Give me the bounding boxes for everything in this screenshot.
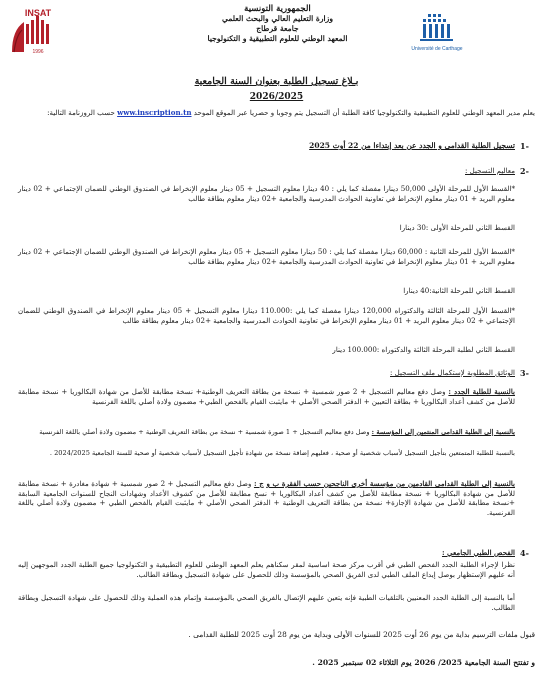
svg-text:1996: 1996 — [32, 49, 44, 55]
header-line-1: الجمهورية التونسية — [244, 4, 311, 14]
fee-second-cycle-second-installment: القسط الثاني للمرحلة الثانية:40 دينارا — [403, 286, 515, 295]
university-logo-text: Université de Carthage — [411, 46, 463, 52]
intro-paragraph — [20, 108, 535, 118]
section-1-number: 1- — [520, 141, 529, 151]
enrollment-dates: قبول ملفات الترسيم بداية من يوم 26 أوت 2025 للسنوات الأولى وبداية من يوم 28 أوت 2025 للطلبة القدامى . — [188, 630, 535, 639]
intro-text: يعلم مدير المعهد الوطني للعلوم التطبيقية والتكنولوجيا كافة الطلبة أن التسجيل يتم وجوبا و حصريا عبر الموقع الموحد — [193, 108, 535, 117]
section-3-heading: الوثائق المطلوبة لإستكمال ملف التسجيل : — [390, 368, 515, 377]
inscription-link[interactable]: www.inscription.tn — [117, 108, 192, 117]
header-line-4: المعهد الوطني للعلوم التطبيقية و التكنولوجيا — [207, 34, 348, 43]
docs-returning-students — [18, 428, 515, 437]
fee-third-cycle-second-installment: القسط الثاني لطلبة المرحلة الثالثة والدكتوراه :100.000 دينار — [332, 345, 515, 354]
university-logo — [410, 10, 465, 58]
section-2-heading: معاليم التسجيل : — [465, 166, 515, 175]
section-3-number: 3- — [520, 368, 529, 378]
docs-deferred-students: بالنسبة للطلبة المتمتعين بتأجيل التسجيل لأسباب شخصية أو صحية ، فعليهم إضافة نسخة من شهادة تأجيل التسجيل لأسباب شخصية أو صحية للسنة الجامعية 2024/2025 . — [49, 449, 515, 457]
section-4-heading: الفحص الطبي الجامعي : — [441, 548, 515, 557]
docs-new-students-text: وصل دفع معاليم التسجيل + 2 صور شمسية + نسخة من بطاقة التعريف الوطنية+ نسخة مطابقة للأصل من شهادة البكالوريا + نسخة مطابقة للأصل من كشف أعداد البكالوريا + بطاقة التعيين + الدفتر الصحي الأصلي + مايثبت القيام بالفحص الطبي+ مضمون ولادة أصلي باللغة الفرنسية — [18, 387, 515, 406]
docs-transfer-students — [18, 479, 515, 517]
docs-returning-students-title: بالنسبة إلى الطلبة القدامى المنتمين إلى المؤسسة : — [371, 428, 515, 436]
insat-logo — [8, 6, 66, 56]
medical-exam-paragraph-2: أما بالنسبة إلى الطلبة الجدد المعنيين بالتلقيات الطبية فإنه يتعين عليهم الإتصال بالفريق الصحي بالمؤسسة وإتمام هذه العملية وذلك للحصول على شهادة التسجيل وبطاقة الطالب. — [18, 593, 515, 612]
fee-second-cycle: *القسط الأول للمرحلة الثانية : 60,000 دينارا مفصلة كما يلي : 50 دينارا معلوم التسجيل + 05 دينار معلوم الإنخراط في الصندوق الوطني للضمان الإجتماعي + 02 دينار معلوم البريد + 01 دينار معلوم الإنخراط في تعاونية الحوادث المدرسية والجامعية +02 دينار معلوم بطاقة طالب — [18, 247, 515, 266]
section-2-number: 2- — [520, 166, 529, 176]
docs-transfer-students-text: وصل دفع معاليم التسجيل + 2 صور شمسية + شهادة مغادرة + نسخة مطابقة للأصل من شهادة البكالوريا + نسخة مطابقة للأصل من كشف أعداد البكالوريا + نسخ مطابقة للأصل من كشوف الأعداد وشهادات النجاح للسنوات الجامعية السابقة +نسخة مطابقة للأصل من شهادة الإجازة+ نسخة من بطاقة التعريف الوطنية + الدفتر الصحي الأصلي + مايثبت القيام بالفحص الطبي + مضمون ولادة أصلي باللغة الفرنسية. — [18, 479, 515, 517]
docs-transfer-students-title: بالنسبة إلى الطلبة القدامى القادمين من مؤسسة أخرى الناجحين حسب الفقرة ب و ج : — [253, 479, 515, 488]
intro-end-text: حسب الروزنامة التالية: — [47, 108, 115, 117]
section-1-text: تسجيل الطلبة القدامى و الجدد عن بعد إبتداءا من 22 أوت 2025 — [309, 141, 515, 150]
academic-year-opening: و تفتتح السنة الجامعية 2025/ 2026 يوم الثلاثاء 02 سبتمبر 2025 . — [312, 658, 535, 667]
docs-returning-students-text: وصل دفع معاليم التسجيل + 1 صورة شمسية + نسخة من بطاقة التعريف الوطنية + مضمون ولادة أصلي باللغة الفرنسية — [39, 428, 370, 436]
page-title: بـلاغ تسجيل الطلبة بعنوان السنة الجامعية — [194, 76, 359, 87]
section-4-number: 4- — [520, 548, 529, 558]
fee-third-cycle: *القسط الأول للمرحلة الثالثة والدكتوراه 120,000 دينارا مفصلة كما يلي :110.000 دينارا معلوم التسجيل + 05 دينار معلوم الإنخراط في الصندوق الوطني للضمان الإجتماعي + 02 دينار معلوم البريد + 01 دينار معلوم الإنخراط في تعاونية الحوادث المدرسية والجامعية +02 دينار معلوم بطاقة طالب — [18, 306, 515, 325]
docs-new-students — [18, 387, 515, 406]
docs-new-students-title: بالنسبة للطلبة الجدد : — [448, 387, 515, 396]
fee-first-cycle-second-installment: القسط الثاني للمرحلة الأولى :30 دينارا — [399, 223, 515, 232]
header-line-2: وزارة التعليم العالي والبحث العلمي — [221, 14, 333, 23]
fee-first-cycle: *القسط الأول للمرحلة الأولى 50,000 دينارا مفصلة كما يلي : 40 دينارا معلوم التسجيل + 05 دينار معلوم الإنخراط في الصندوق الوطني للضمان الإجتماعي + 02 دينار معلوم البريد + 01 دينار معلوم الإنخراط في تعاونية الحوادث المدرسية والجامعية +02 دينار معلوم بطاقة طالب — [18, 184, 515, 203]
insat-logo-text: INSAT — [24, 8, 52, 18]
medical-exam-paragraph-1: نظرا لإجراء الطلبة الجدد الفحص الطبي في أقرب مركز صحة اساسية لمقر سكناهم يعلم المعهد الوطني للعلوم التطبيقية و التكنولوجيا جميع الطلبة الجدد الموجهين إليه أنه عليهم الإستظهار بوصل إيداع الملف الطبي لدى الفريق الصحي بالمؤسسة وذلك للحصول على شهادة التسجيل وبطاقة الطالب. — [18, 560, 515, 579]
header-line-3: جامعة قرطاج — [256, 24, 299, 33]
header-block — [140, 4, 415, 44]
academic-year: 2026/2025 — [249, 92, 304, 102]
